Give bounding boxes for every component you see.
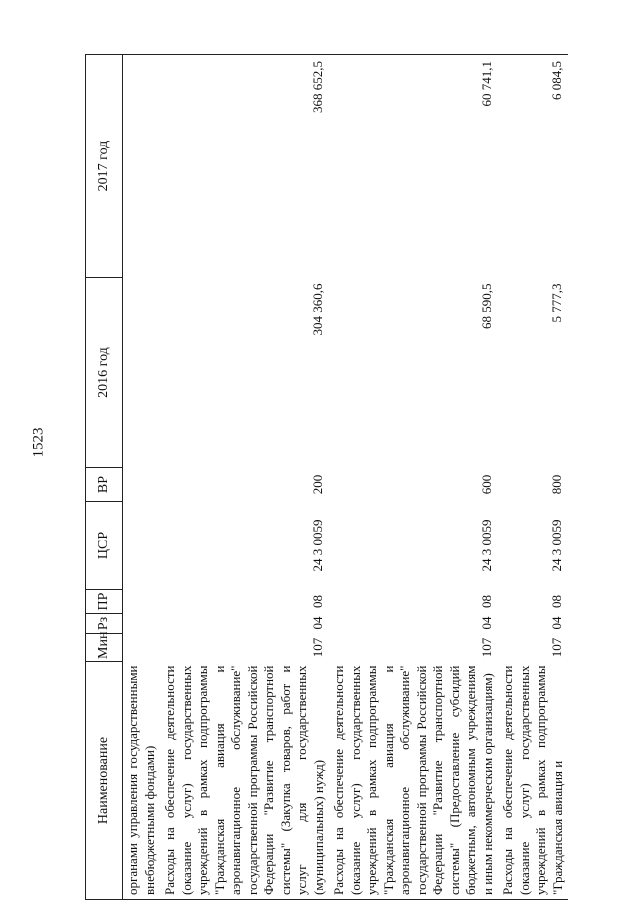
row-min [123,634,161,662]
row-2017: 60 741,1 [329,55,498,278]
row-min: 107 [309,637,325,658]
table-row [498,55,568,900]
row-vr [123,468,161,502]
page-number: 1523 [30,427,47,458]
row-csr: 24 3 0059 [309,519,325,572]
row-name: Расходы на обеспечение деятельности (оказание услуг) государственных учреждений в рамках подпрограммы "Гражданская авиация и [498,662,568,900]
header-rz: Рз [86,614,123,634]
header-2016: 2016 год [86,278,123,468]
row-name: органами управления государственными внебюджетными фондами) [123,662,161,900]
header-min: Мин [86,634,123,662]
header-2017: 2017 год [86,55,123,278]
row-rz: 04 [478,616,494,630]
row-2016: 304 360,6 [309,283,325,336]
row-csr [123,502,161,590]
table-row [123,55,161,900]
row-csr: 24 3 0059 [478,519,494,572]
row-rz: 04 [548,616,564,630]
row-name: Расходы на обеспечение деятельности (оказание услуг) государственных учреждений в рамках подпрограммы "Гражданская авиация и аэронавигационное обслуживание" государственной программы Российской Федерации "Развитие транспортной системы" (Предоставление субсидий бюджетным, автономным учреждениям и иным некоммерческим организациям) [329,662,498,900]
row-pr: 08 [478,595,494,608]
row-rz [123,614,161,634]
budget-table [85,54,568,900]
row-2017: 6 084,5 [498,55,568,278]
row-rz: 04 [309,616,325,630]
row-pr: 08 [548,595,564,608]
row-2017 [123,55,161,278]
row-min: 107 [548,637,564,658]
row-vr: 200 [309,474,325,495]
table-header-row [86,55,123,900]
row-name: Расходы на обеспечение деятельности (оказание услуг) государственных учреждений в рамках подпрограммы "Гражданская авиация и аэронавигационное обслуживание" государственной программы Российской Федерации "Развитие транспортной системы" (Закупка товаров, работ и услуг для государственных (муниципальных) нужд) [160,662,329,900]
row-vr: 800 [548,474,564,495]
header-name: Наименование [86,662,123,900]
header-vr: ВР [86,468,123,502]
header-csr: ЦСР [86,502,123,590]
row-csr: 24 3 0059 [548,519,564,572]
row-min: 107 [478,637,494,658]
row-pr: 08 [309,595,325,608]
row-pr [123,590,161,614]
table-row [160,55,329,900]
row-2016 [123,278,161,468]
row-2016: 68 590,5 [478,283,494,329]
row-2016: 5 777,3 [548,283,564,323]
header-pr: ПР [86,590,123,614]
row-2017: 368 652,5 [160,55,329,278]
rotated-table-wrapper [85,55,585,900]
table-row [329,55,498,900]
row-vr: 600 [478,474,494,495]
